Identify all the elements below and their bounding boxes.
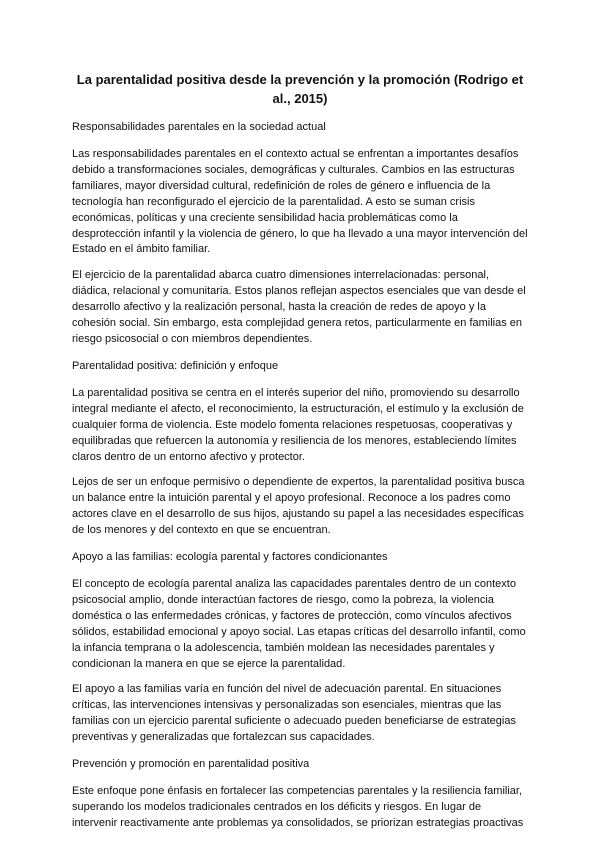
section-apoyo bbox=[72, 549, 528, 746]
paragraph: El ejercicio de la parentalidad abarca cuatro dimensiones interrelacionadas: personal, diádica, relacional y comunitaria. Estos planos reflejan aspectos esenciales que van desde el desarrollo afectivo y la realización personal, hasta la creación de redes de apoyo y la cohesión social. Sin embargo, esta complejidad genera retos, particularmente en familias en riesgo psicosocial o con miembros dependientes. bbox=[72, 269, 526, 345]
paragraph: El concepto de ecología parental analiza las capacidades parentales dentro de un contexto psicosocial amplio, donde interactúan factores de riesgo, como la pobreza, la violencia doméstica o las enfermedades crónicas, y factores de protección, como vínculos afectivos sólidos, estabilidad emocional y apoyo social. Las etapas críticas del desarrollo infantil, como la infancia temprana o la adolescencia, también moldean las necesidades parentales y condicionan la manera en que se ejerce la parentalidad. bbox=[72, 578, 526, 670]
section-responsabilidades bbox=[72, 119, 528, 348]
paragraph: Este enfoque pone énfasis en fortalecer las competencias parentales y la resiliencia familiar, superando los modelos tradicionales centrados en los déficits y riesgos. En lugar de intervenir reactivamente ante problemas ya consolidados, se priorizan estrategias proactivas bbox=[72, 785, 524, 829]
paragraph: La parentalidad positiva se centra en el interés superior del niño, promoviendo su desarrollo integral mediante el afecto, el reconocimiento, la estructuración, el estímulo y la exclusión de cualquier forma de violencia. Este modelo fomenta relaciones respetuosas, cooperativas y equilibradas que refuercen la autonomía y resiliencia de los menores, estableciendo límites claros dentro de un entorno afectivo y protector. bbox=[72, 386, 524, 463]
document-title: La parentalidad positiva desde la prevención y la promoción (Rodrigo et al., 2015) bbox=[76, 72, 524, 106]
section-definicion bbox=[72, 358, 528, 539]
section-heading: Responsabilidades parentales en la sociedad actual bbox=[72, 121, 326, 133]
section-heading: Prevención y promoción en parentalidad positiva bbox=[72, 758, 310, 771]
document-page bbox=[72, 70, 528, 842]
paragraph: El apoyo a las familias varía en función del nivel de adecuación parental. En situaciones críticas, las intervenciones intensivas y personalizadas son esenciales, mientras que las familias con un ejercicio parental suficiente o adecuado pueden beneficiarse de estrategias preventivas y generalizadas que fortalezcan sus capacidades. bbox=[72, 683, 516, 744]
paragraph: Las responsabilidades parentales en el contexto actual se enfrentan a importantes desafíos debido a transformaciones sociales, demográficas y culturales. Cambios en las estructuras familiares, mayor diversidad cultural, redefinición de roles de género e influencia de la tecnología han reconfigurado el ejercicio de la parentalidad. A esto se suman crisis económicas, políticas y una creciente sensibilidad hacia problemáticas como la desprotección infantil y la violencia de género, lo que ha llevado a una mayor intervención del Estado en el ámbito familiar. bbox=[72, 148, 528, 256]
section-prevencion bbox=[72, 756, 528, 832]
section-heading: Apoyo a las familias: ecología parental y factores condicionantes bbox=[72, 551, 388, 564]
section-heading: Parentalidad positiva: definición y enfoque bbox=[72, 359, 279, 372]
paragraph: Lejos de ser un enfoque permisivo o dependiente de expertos, la parentalidad positiva busca un balance entre la intuición parental y el apoyo profesional. Reconoce a los padres como actores clave en el desarrollo de sus hijos, ajustando su papel a las necesidades específicas de los menores y del contexto en que se encuentran. bbox=[72, 476, 525, 537]
